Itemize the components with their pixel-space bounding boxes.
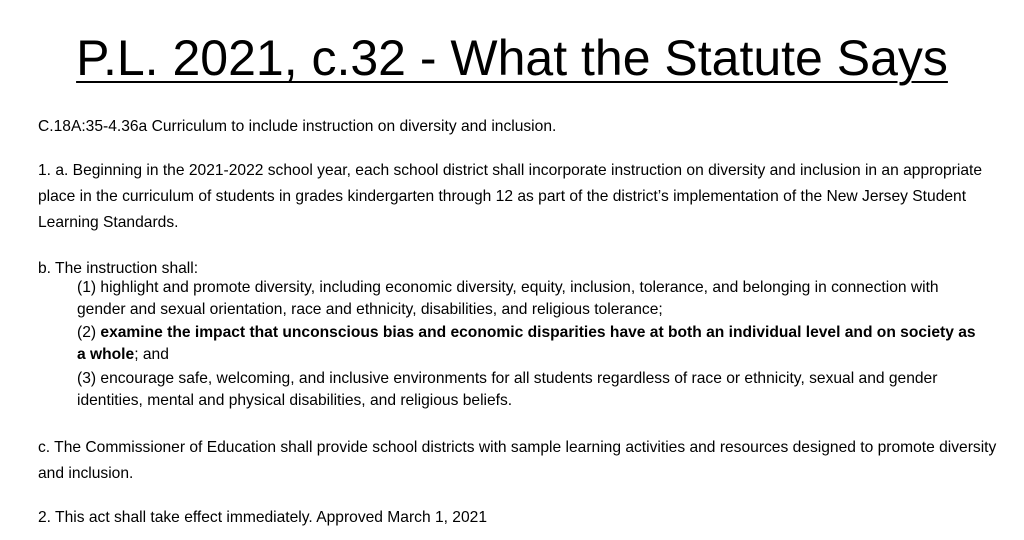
item-2-suffix: ; and <box>134 345 169 363</box>
section-b-item-3: (3) encourage safe, welcoming, and inclusive environments for all students regardless of race or ethnicity, sexual and gender identities, mental and physical disabilities, and religious beliefs. <box>77 370 938 409</box>
section-c: c. The Commissioner of Education shall provide school districts with sample learning activities and resources designed to promote diversity and inclusion. <box>38 439 997 482</box>
section-2: 2. This act shall take effect immediately. Approved March 1, 2021 <box>38 509 487 526</box>
item-2-bold-text: examine the impact that unconscious bias and economic disparities have at both an individual level and on society as a whole <box>77 324 976 363</box>
section-b-item-2 <box>77 322 982 365</box>
section-b-intro: b. The instruction shall: <box>38 260 199 277</box>
item-2-prefix: (2) <box>77 324 101 341</box>
section-b-item-1: (1) highlight and promote diversity, including economic diversity, equity, inclusion, tolerance, and belonging in connection with gender and sexual orientation, race and ethnicity, disabilities, and religious tolerance; <box>77 279 939 318</box>
statute-heading: C.18A:35-4.36a Curriculum to include instruction on diversity and inclusion. <box>38 118 557 135</box>
section-1a: 1. a. Beginning in the 2021-2022 school year, each school district shall incorporate instruction on diversity and inclusion in an appropriate place in the curriculum of students in grades kindergarten through 12 as part of the district’s implementation of the New Jersey Student Learning Standards. <box>38 162 982 231</box>
slide-title: P.L. 2021, c.32 - What the Statute Says <box>76 30 948 86</box>
